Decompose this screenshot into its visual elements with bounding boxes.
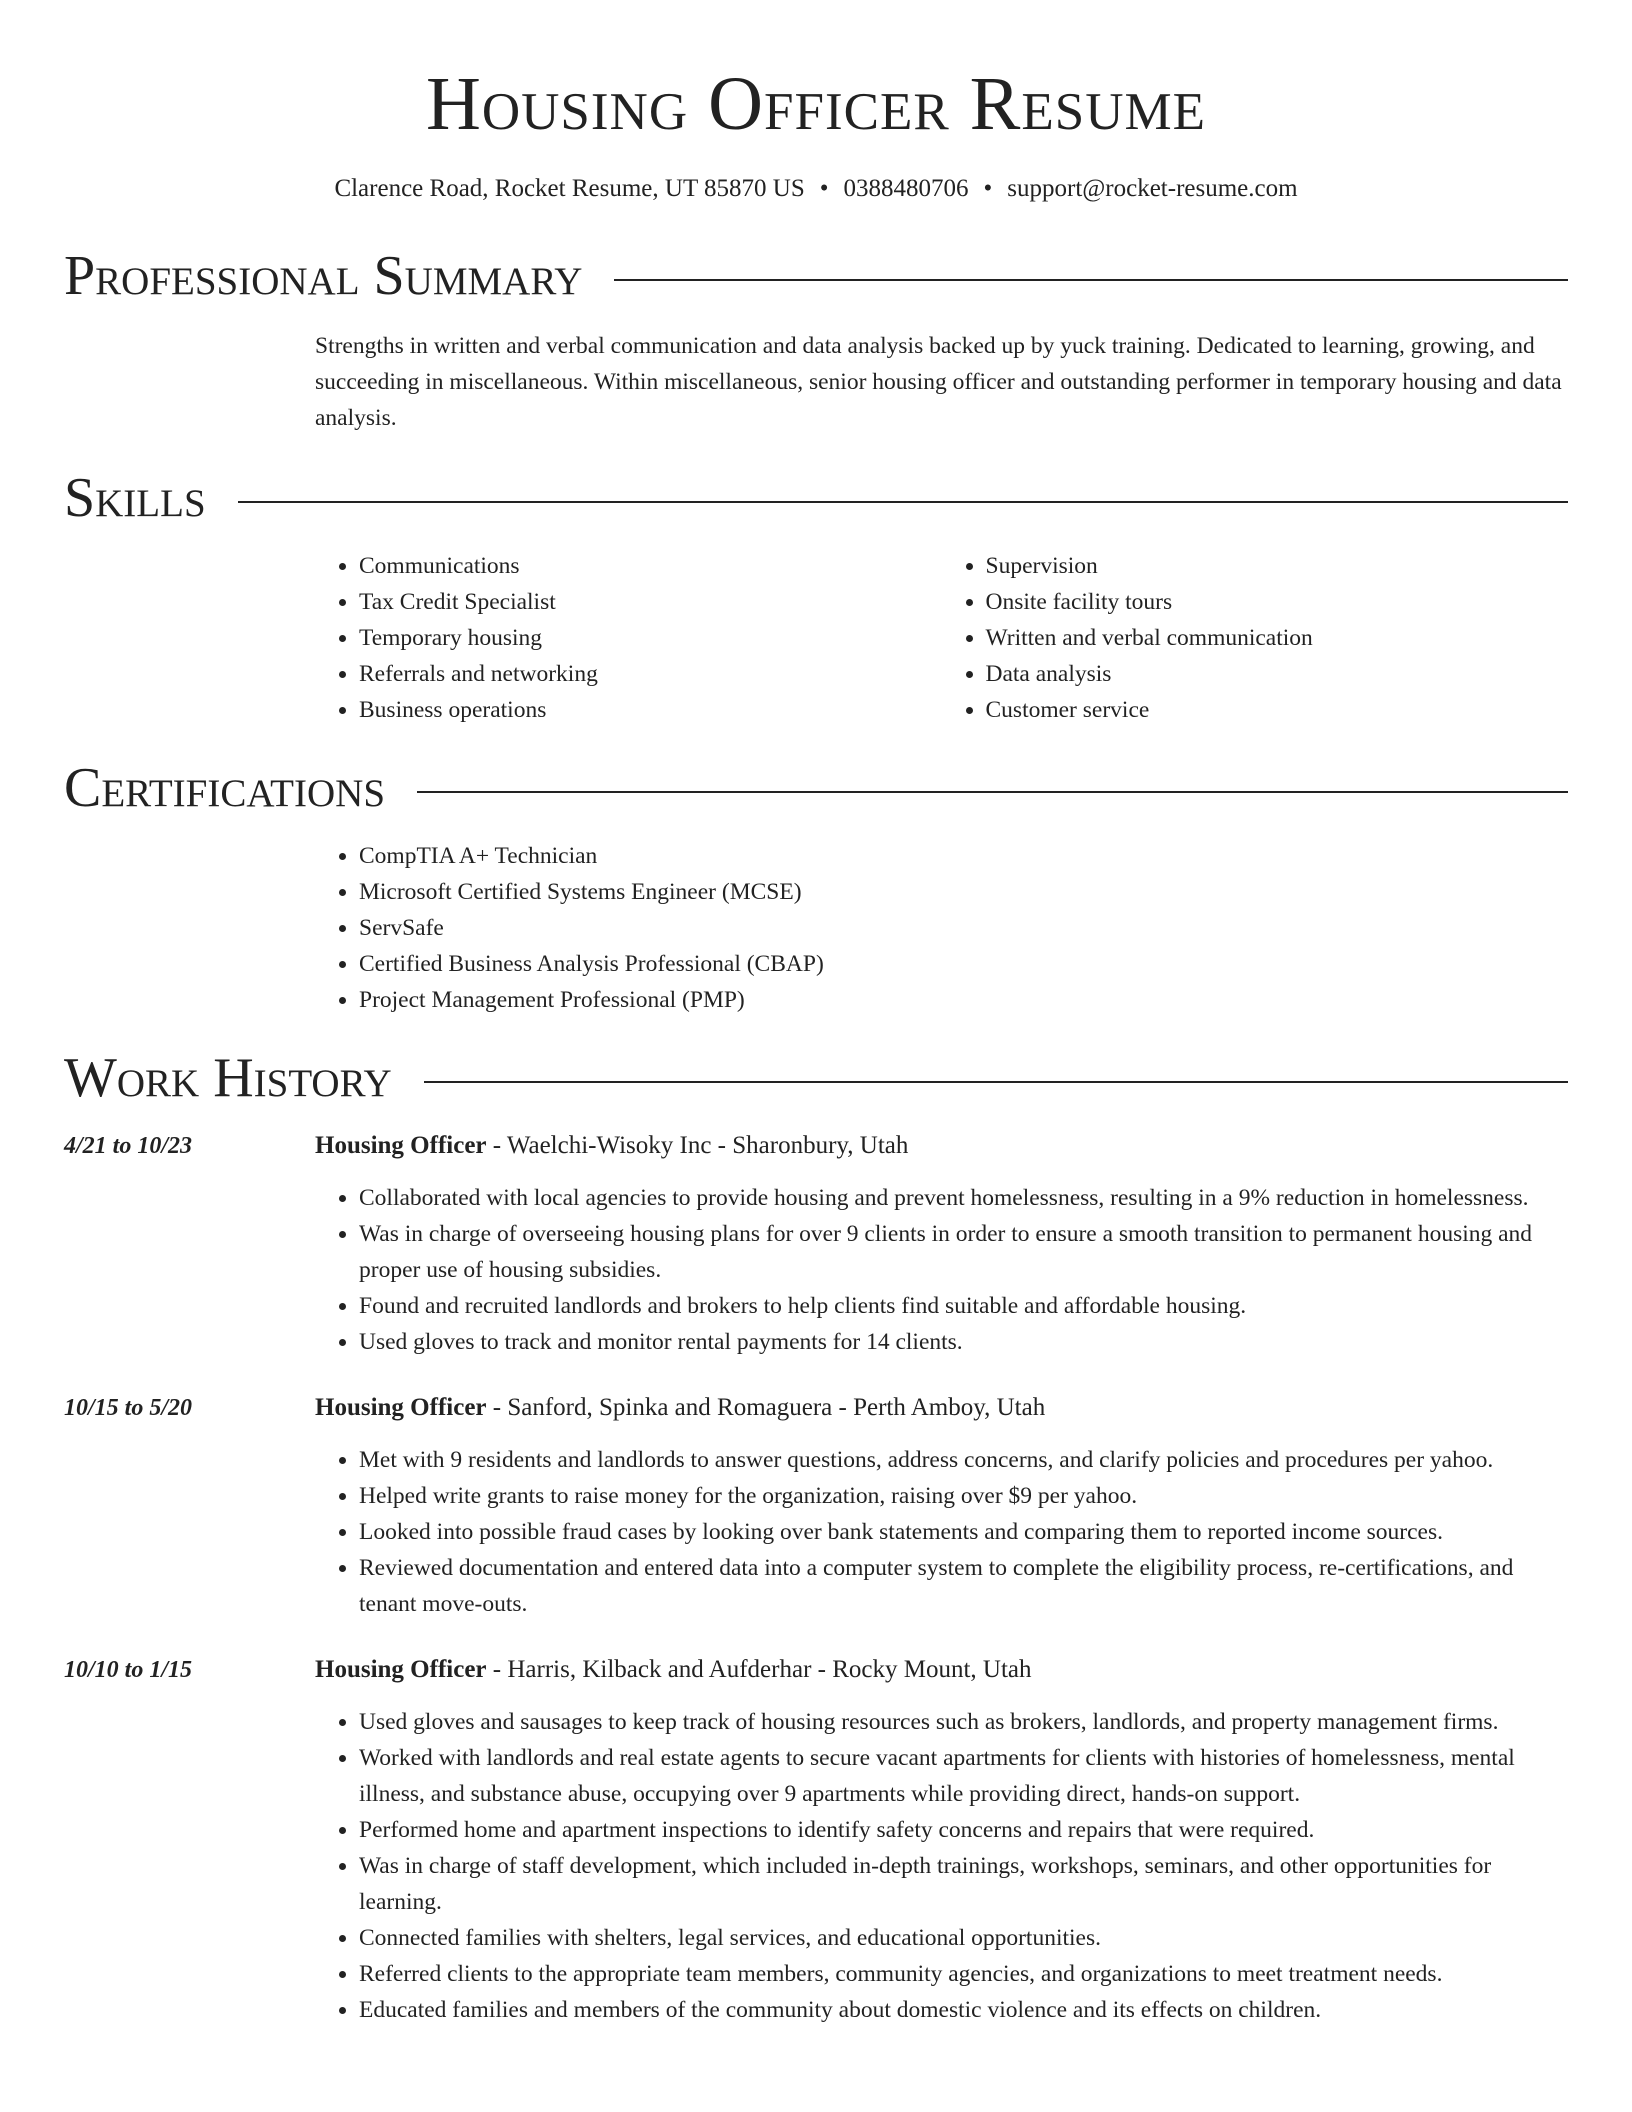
job-company: - Sanford, Spinka and Romaguera - Perth Amboy, Utah (486, 1394, 1046, 1421)
certification-item: • Certified Business Analysis Professional (CBAP) (359, 946, 1568, 982)
skill-item: • Customer service (986, 692, 1569, 728)
job-entry (64, 1128, 1568, 1360)
contact-line (64, 172, 1568, 206)
job-company: - Waelchi-Wisoky Inc - Sharonbury, Utah (486, 1132, 909, 1159)
job-bullet: • Was in charge of staff development, which included in-depth trainings, workshops, seminars, and other opportunities for learning. (359, 1848, 1568, 1920)
job-bullet: • Used gloves and sausages to keep track of housing resources such as brokers, landlords, and property management firms. (359, 1704, 1568, 1740)
job-bullets (315, 1704, 1568, 2028)
certification-item: • CompTIA A+ Technician (359, 838, 1568, 874)
skills-section-header (64, 466, 1568, 530)
contact-email: support@rocket-resume.com (1007, 175, 1298, 202)
certification-item: • Microsoft Certified Systems Engineer (MCSE) (359, 874, 1568, 910)
job-entry (64, 1390, 1568, 1622)
job-details (315, 1390, 1568, 1622)
certification-item: • ServSafe (359, 910, 1568, 946)
job-bullet: • Referred clients to the appropriate team members, community agencies, and organizations to meet treatment needs. (359, 1956, 1568, 1992)
certifications-section-header (64, 756, 1568, 820)
job-role: Housing Officer (315, 1394, 487, 1421)
skills-list (315, 548, 1568, 728)
skill-item: • Temporary housing (359, 620, 942, 656)
job-bullet: • Helped write grants to raise money for the organization, raising over $9 per yahoo. (359, 1478, 1568, 1514)
certifications-heading: Certifications (64, 757, 386, 819)
job-bullets (315, 1442, 1568, 1622)
section-divider (424, 1081, 1568, 1083)
job-role: Housing Officer (315, 1656, 487, 1683)
skill-item: • Business operations (359, 692, 942, 728)
job-title-line (315, 1390, 1568, 1426)
skill-item: • Supervision (986, 548, 1569, 584)
skill-item: • Data analysis (986, 656, 1569, 692)
job-bullet: • Found and recruited landlords and brokers to help clients find suitable and affordable housing. (359, 1288, 1568, 1324)
job-bullet: • Looked into possible fraud cases by looking over bank statements and comparing them to reported income sources. (359, 1514, 1568, 1550)
resume-page (64, 0, 1568, 2028)
job-bullet: • Met with 9 residents and landlords to answer questions, address concerns, and clarify policies and procedures per yahoo. (359, 1442, 1568, 1478)
job-bullet: • Was in charge of overseeing housing plans for over 9 clients in order to ensure a smooth transition to permanent housing and proper use of housing subsidies. (359, 1216, 1568, 1288)
job-bullet: • Worked with landlords and real estate agents to secure vacant apartments for clients with histories of homelessness, mental illness, and substance abuse, occupying over 9 apartments while providing direct, hands-on support. (359, 1740, 1568, 1812)
skill-item: • Tax Credit Specialist (359, 584, 942, 620)
contact-separator: • (819, 175, 829, 202)
job-bullet: • Connected families with shelters, legal services, and educational opportunities. (359, 1920, 1568, 1956)
job-entry (64, 1652, 1568, 2028)
job-bullet: • Educated families and members of the community about domestic violence and its effects on children. (359, 1992, 1568, 2028)
summary-section-header (64, 244, 1568, 308)
job-title-line (315, 1128, 1568, 1164)
job-bullet: • Performed home and apartment inspections to identify safety concerns and repairs that were required. (359, 1812, 1568, 1848)
skills-column-right (942, 548, 1569, 728)
certification-item: • Project Management Professional (PMP) (359, 982, 1568, 1018)
summary-text: Strengths in written and verbal communication and data analysis backed up by yuck training. Dedicated to learning, growing, and succeeding in miscellaneous. Within miscellaneous, senior housing officer and outstanding performer in temporary housing and data analysis. (315, 333, 1562, 431)
job-title-line (315, 1652, 1568, 1688)
skills-heading: Skills (64, 467, 206, 529)
job-company: - Harris, Kilback and Aufderhar - Rocky Mount, Utah (486, 1656, 1032, 1683)
job-details (315, 1128, 1568, 1360)
resume-title: Housing Officer Resume (426, 62, 1206, 146)
job-dates: 10/10 to 1/15 (64, 1657, 193, 1683)
skill-item: • Referrals and networking (359, 656, 942, 692)
job-bullet: • Reviewed documentation and entered data into a computer system to complete the eligibility process, re-certifications, and tenant move-outs. (359, 1550, 1568, 1622)
contact-separator: • (983, 175, 993, 202)
section-divider (614, 279, 1568, 281)
summary-heading: Professional Summary (64, 245, 583, 307)
job-details (315, 1652, 1568, 2028)
skill-item: • Onsite facility tours (986, 584, 1569, 620)
job-dates: 10/15 to 5/20 (64, 1395, 193, 1421)
section-divider (238, 501, 1568, 503)
job-role: Housing Officer (315, 1132, 487, 1159)
job-bullet: • Used gloves to track and monitor rental payments for 14 clients. (359, 1324, 1568, 1360)
work-history-section-header (64, 1046, 1568, 1110)
section-divider (417, 791, 1568, 793)
contact-phone: 0388480706 (843, 175, 969, 202)
job-bullet: • Collaborated with local agencies to provide housing and prevent homelessness, resulting in a 9% reduction in homelessness. (359, 1180, 1568, 1216)
skill-item: • Communications (359, 548, 942, 584)
skill-item: • Written and verbal communication (986, 620, 1569, 656)
contact-address: Clarence Road, Rocket Resume, UT 85870 US (334, 175, 805, 202)
job-dates: 4/21 to 10/23 (64, 1133, 193, 1159)
job-bullets (315, 1180, 1568, 1360)
skills-column-left (315, 548, 942, 728)
certifications-items (315, 838, 1568, 1018)
certifications-list (315, 838, 1568, 1018)
work-history-heading: Work History (64, 1047, 392, 1109)
